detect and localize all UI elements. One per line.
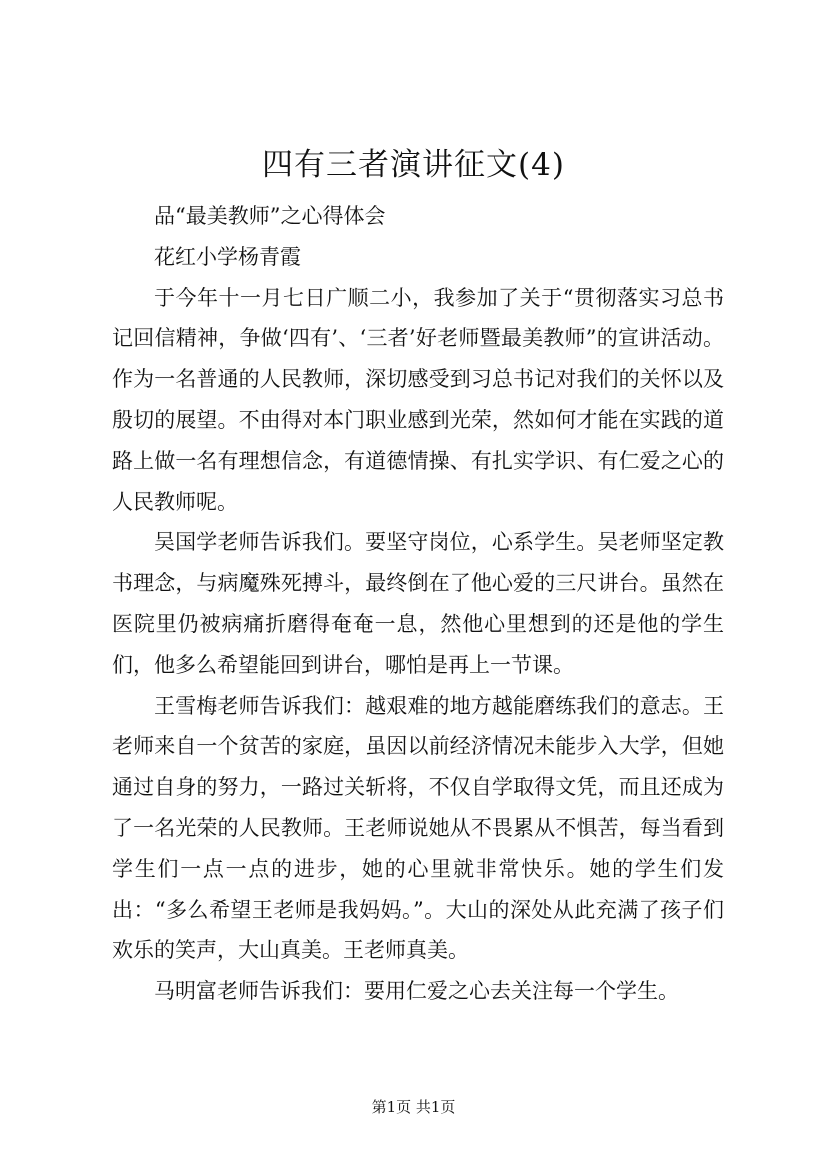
paragraph-2: 吴国学老师告诉我们。要坚守岗位，心系学生。吴老师坚定教书理念，与病魔殊死搏斗，最终倒在了他心爱的三尺讲台。虽然在医院里仍被病痛折磨得奄奄一息，然他心里想到的还是他的学生们，他多么希望能回到讲台，哪怕是再上一节课。 [112,530,724,677]
paragraph-1: 于今年十一月七日广顺二小，我参加了关于“贯彻落实习总书记回信精神，争做‘四有’、‘三者’好老师暨最美教师”的宣讲活动。作为一名普通的人民教师，深切感受到习总书记对我们的关怀以及殷切的展望。不由得对本门职业感到光荣，然如何才能在实践的道路上做一名有理想信念，有道德情操、有扎实学识、有仁爱之心的人民教师呢。 [112,285,724,514]
author-line: 花红小学杨青霞 [154,244,301,269]
subtitle: 品“最美教师”之心得体会 [154,204,386,228]
paragraph-4: 马明富老师告诉我们：要用仁爱之心去关注每一个学生。 [154,979,679,1004]
paragraph-3: 王雪梅老师告诉我们：越艰难的地方越能磨练我们的意志。王老师来自一个贫苦的家庭，虽因以前经济情况未能步入大学，但她通过自身的努力，一路过关斩将，不仅自学取得文凭，而且还成为了一名光荣的人民教师。王老师说她从不畏累从不惧苦，每当看到学生们一点一点的进步，她的心里就非常快乐。她的学生们发出：“多么希望王老师是我妈妈。”。大山的深处从此充满了孩子们欢乐的笑声，大山真美。王老师真美。 [112,693,724,963]
page-number-footer: 第1页 共1页 [371,1098,456,1116]
document-title: 四有三者演讲征文(4) [262,147,565,183]
document-body [112,196,724,1012]
